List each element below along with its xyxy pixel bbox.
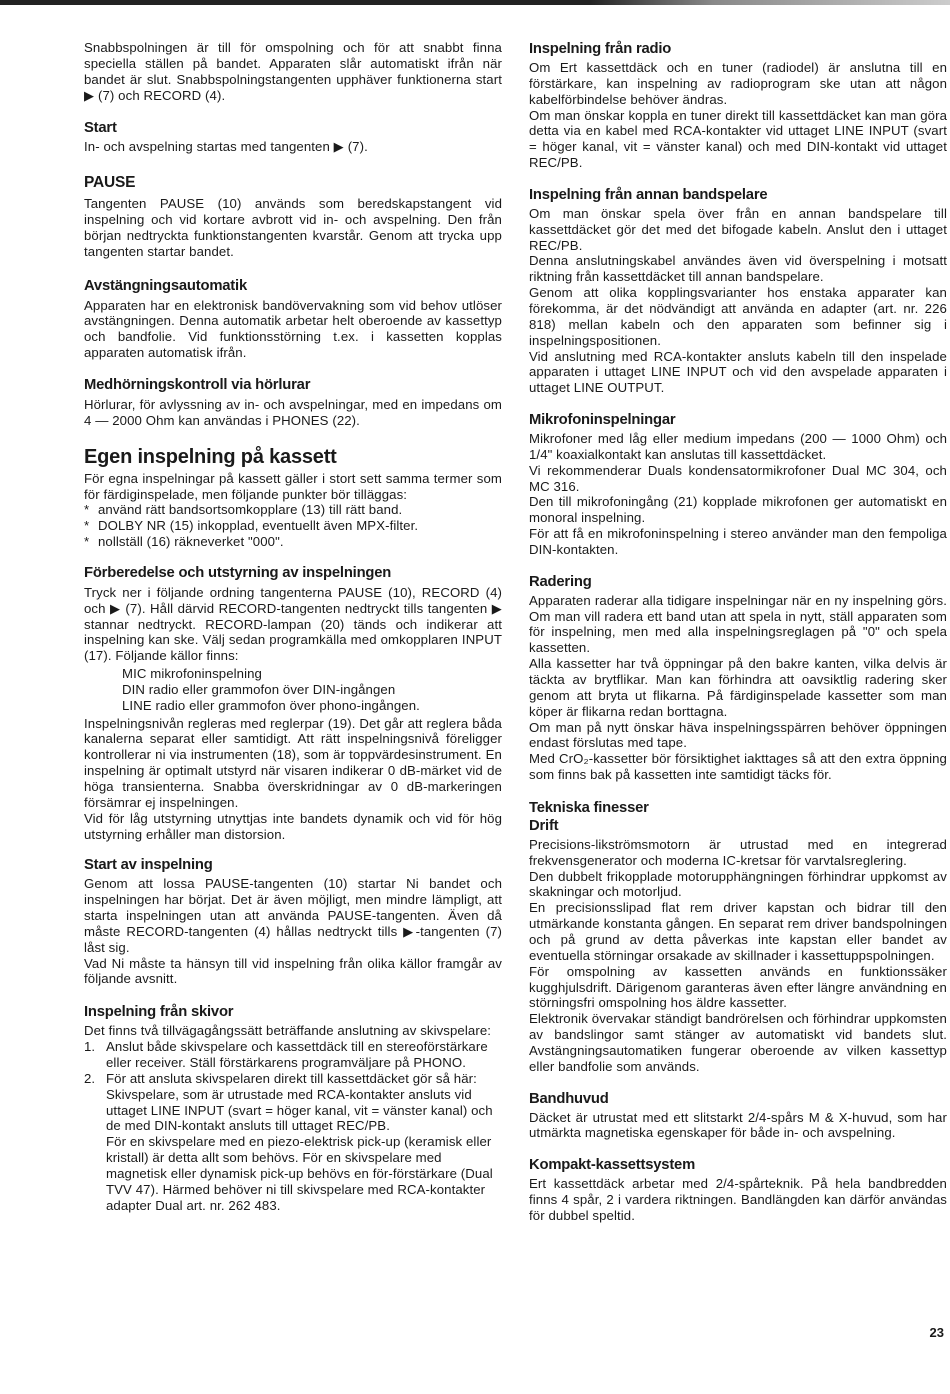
start-heading: Start <box>84 120 117 137</box>
drive-text-2: Den dubbelt frikopplade motorupphängningen förhindrar uppkomst av skakningar och motorljud. <box>529 868 947 900</box>
right-column <box>529 40 947 1224</box>
radio-text-2: Om man önskar koppla en tuner direkt till kassettdäcket kan man göra detta via en kabel med RCA-kontakter vid uttaget LINE INPUT (svart = höger kanal, vit = vänster kanal) och med DIN-kontakt vid uttaget REC/PB. <box>529 107 947 171</box>
input-sources-list <box>122 666 502 714</box>
drive-text-3: En precisionsslipad flat rem driver kapstan och bidrar till den utmärkande konstanta gången. En separat rem driver bandspolningen och på grund av detta påverkas inte kapstan eller bandet av eventuella störningar orsakade av skillnader i kassettuppspolningen. <box>529 900 947 963</box>
radio-heading: Inspelning från radio <box>529 41 672 57</box>
erase-text-3: Om man på nytt önskar häva inspelningsspärren behöver öppningen endast förslutas med tape. <box>529 719 947 751</box>
list-text: För en skivspelare med en piezo-elektrisk pick-up (keramisk eller kristall) är detta allt som behövs. För en skivspelare med magnetisk eller dynamisk pick-up behövs en för-förstärkare (Dual TVV 47). Härmed behöver ni till skivspelare med RCA-kontakter adapter Dual art. nr. 262 483. <box>106 1134 493 1213</box>
tape-text-1: Om man önskar spela över från en annan bandspelare till kassettdäcket gör det med det bifogade kabeln. Anslut den i uttaget REC/PB. <box>529 205 947 253</box>
list-item: * använd rätt bandsortsomkopplare (13) till rätt band. <box>84 502 502 518</box>
erase-text-4: Med CrO₂-kassetter bör försiktighet iakttages så att den extra öppning som finns bak på kassetten inte samtidigt täcks för. <box>529 751 947 783</box>
prep-heading: Förberedelse och utstyrning av inspelningen <box>84 564 392 581</box>
head-heading: Bandhuvud <box>529 1090 609 1107</box>
list-item: LINE radio eller grammofon över phono-ingången. <box>122 697 420 713</box>
tape-text-2: Denna anslutningskabel användes även vid överspelning i motsatt riktning från kassettdäcket till annan bandspelare. <box>529 253 947 285</box>
erase-text-2: Alla kassetter har två öppningar på den bakre kanten, vilka delvis är täckta av brytflikar. Man kan förhindra att oavsiktlig radering sker genom att bryta ut flikarna. På färdiginspelade kassetter som man köper är flikarna redan borttagna. <box>529 656 947 719</box>
tape-heading: Inspelning från annan bandspelare <box>529 186 768 203</box>
tape-text-4: Vid anslutning med RCA-kontakter ansluts kabeln till den inspelade apparaten i uttaget LINE INPUT och vid den avspelade apparaten i uttaget LINE OUTPUT. <box>529 348 947 396</box>
drive-text-5: Elektronik övervakar ständigt bandrörelsen och förhindrar uppkomsten av bandslingor samt stänger av automatiskt vid bandets slut. Avstängningsautomatiken fungerar oberoende av vilken kassettyp eller bandfolie som används. <box>529 1011 947 1074</box>
monitor-heading: Medhörningskontroll via hörlurar <box>84 376 311 393</box>
pause-text: Tangenten PAUSE (10) används som beredskapstangent vid inspelning och vid kortare avbrott vid in- och avspelning. Den från början nedtryckta funktionstangenten kvarstår. Genom att trycka upp tangenten startar bandet. <box>84 196 502 259</box>
mic-heading: Mikrofoninspelningar <box>529 412 676 429</box>
monitor-text: Hörlurar, för avlyssning av in- och avspelningar, med en impedans om 4 — 2000 Ohm kan användas i PHONES (22). <box>84 396 502 428</box>
list-item: MIC mikrofoninspelning <box>122 666 262 682</box>
drive-text-1: Precisions-likströmsmotorn är utrustad med en integrerad frekvensgenerator och moderna IC-kretsar för varvtalsreglering. <box>529 836 947 868</box>
erase-text-1: Apparaten raderar alla tidigare inspelningar när en ny inspelning görs. Om man vill radera ett band utan att spela in nytt, ställ apparaten som för inspelning, men med alla inspelningsreglagen på "0" och spela kassetten. <box>529 592 947 656</box>
radio-text-1: Om Ert kassettdäck och en tuner (radiodel) är anslutna till en förstärkare, kan inspelning av radioprogram ske utan att någon kabelförbindelse behöver ändras. <box>529 60 947 107</box>
auto-heading: Avstängningsautomatik <box>84 277 247 294</box>
drive-heading: Drift <box>529 817 559 834</box>
mic-text-1: Mikrofoner med låg eller medium impedans (200 — 1000 Ohm) och 1/4" koaxialkontakt kan anslutas till kassettdäcket. <box>529 431 947 462</box>
list-text: Anslut både skivspelare och kassettdäck till en stereoförstärkare eller receiver. Ställ förstärkarens programväljare på PHONO. <box>106 1039 488 1070</box>
prep-text-1: Tryck ner i följande ordning tangenterna PAUSE (10), RECORD (4) och ▶ (7). Håll därvid RECORD-tangenten nedtryckt tills tangenten ▶ stannar nedtryckt. RECORD-lampan (20) tänds och indikerar att inspelning kan ske. Välj sedan programkälla med omkopplaren INPUT (17). Följande källor finns: <box>84 584 502 664</box>
prep-text-3: Vid för låg utstyrning utnyttjas inte bandets dynamik och vid för hög utstyrning erhåller man distorsion. <box>84 810 502 842</box>
own-recording-heading: Egen inspelning på kassett <box>84 445 337 468</box>
own-recording-text: För egna inspelningar på kassett gäller i stort sett samma termer som för färdiginspelade, men följande punkter bör tilläggas: <box>84 470 502 502</box>
own-recording-bullets <box>84 502 502 550</box>
disc-heading: Inspelning från skivor <box>84 1004 234 1021</box>
start-text: In- och avspelning startas med tangenten ▶ (7). <box>84 139 368 155</box>
list-text: För att ansluta skivspelaren direkt till kassettdäcket gör så här: <box>106 1070 477 1086</box>
mic-text-2: Vi rekommenderar Duals kondensatormikrofoner Dual MC 304, och MC 316. <box>529 462 947 494</box>
list-number: 2. <box>84 1070 96 1086</box>
mic-text-4: För att få en mikrofoninspelning i stereo använder man den fempoliga DIN-kontakten. <box>529 526 947 557</box>
list-item <box>84 1071 502 1214</box>
list-item: * nollställ (16) räkneverket "000". <box>84 534 502 550</box>
list-item: DIN radio eller grammofon över DIN-ingången <box>122 681 396 697</box>
start-recording-heading: Start av inspelning <box>84 857 213 874</box>
compact-heading: Kompakt-kassettsystem <box>529 1157 696 1174</box>
list-item: * DOLBY NR (15) inkopplad, eventuellt även MPX-filter. <box>84 518 502 534</box>
erase-heading: Radering <box>529 573 592 590</box>
mic-text-3: Den till mikrofoningång (21) kopplade mikrofonen ger automatiskt en monoral inspelning. <box>529 494 947 526</box>
auto-text: Apparaten har en elektronisk bandövervakning som vid behov utlöser avstängningen. Denna automatik arbetar helt oberoende av kassettyp och bandfolie. Vid funktionsstörning t.ex. i kassetten kopplas apparaten automatisk ifrån. <box>84 297 502 361</box>
tape-text-3: Genom att olika kopplingsvarianter hos enstaka apparater kan förekomma, är det nödvändigt att använda en adapter (art. nr. 226 818) mellan kabeln och den apparaten som befinner sig i inspelningspositionen. <box>529 285 947 348</box>
prep-text-2: Inspelningsnivån regleras med reglerpar (19). Det går att reglera båda kanalerna separat eller samtidigt. Att rätt inspelningsnivå föreligger kontrollerar ni via instrumenten (18), som är toppvärdesinstrument. En inspelning är optimalt utstyrd när visaren indikerar 0 dB-märket vid de höga transienterna. Snabba överskridningar av 0 dB-markeringen försämrar ej inspelningen. <box>84 715 502 810</box>
intro-text: Snabbspolningen är till för omspolning och för att snabbt finna speciella ställen på bandet. Apparaten slår automatiskt ifrån när bandet är slut. Snabbspolningstangenten upphäver funktionerna start ▶ (7) och RECORD (4). <box>84 40 502 103</box>
disc-text: Det finns två tillvägagångssätt beträffande anslutning av skivspelare: <box>84 1023 492 1039</box>
list-number: 1. <box>84 1039 96 1055</box>
tech-heading: Tekniska finesser <box>529 799 649 816</box>
disc-steps <box>84 1039 502 1213</box>
start-recording-text-1: Genom att lossa PAUSE-tangenten (10) startar Ni bandet och inspelningen har börjat. Det är även möjligt, men mindre lämpligt, att starta inspelningen utan att använda PAUSE-tangenten. Även då måste RECORD-tangenten (4) hållas nedtryckt tills ▶-tangenten (7) låst sig. <box>84 876 502 955</box>
drive-text-4: För omspolning av kassetten används en funktionssäker kugghjulsdrift. Därigenom garanteras även efter längre användning en störningsfri omspolning hos äldre kassetter. <box>529 963 947 1011</box>
start-recording-text-2: Vad Ni måste ta hänsyn till vid inspelning från olika källor framgår av följande avsnitt. <box>84 955 502 987</box>
list-item <box>84 1039 502 1071</box>
top-rule <box>0 0 950 5</box>
pause-heading: PAUSE <box>84 174 136 192</box>
list-text: Skivspelare, som är utrustade med RCA-kontakter ansluts vid uttaget LINE INPUT (svart = höger kanal, vit = vänster kanal) och de med DIN-kontakt ansluts till uttaget REC/PB. <box>106 1086 493 1134</box>
compact-text: Ert kassettdäck arbetar med 2/4-spårteknik. På hela bandbredden finns 4 spår, 2 i vardera riktningen. Bandlängden kan därför användas för dubbel speltid. <box>529 1176 947 1223</box>
left-column <box>84 40 502 1213</box>
page-number: 23 <box>929 1325 944 1340</box>
head-text: Däcket är utrustat med ett slitstarkt 2/4-spårs M & X-huvud, som har utmärkta magnetiska egenskaper för både in- och avspelning. <box>529 1109 947 1141</box>
